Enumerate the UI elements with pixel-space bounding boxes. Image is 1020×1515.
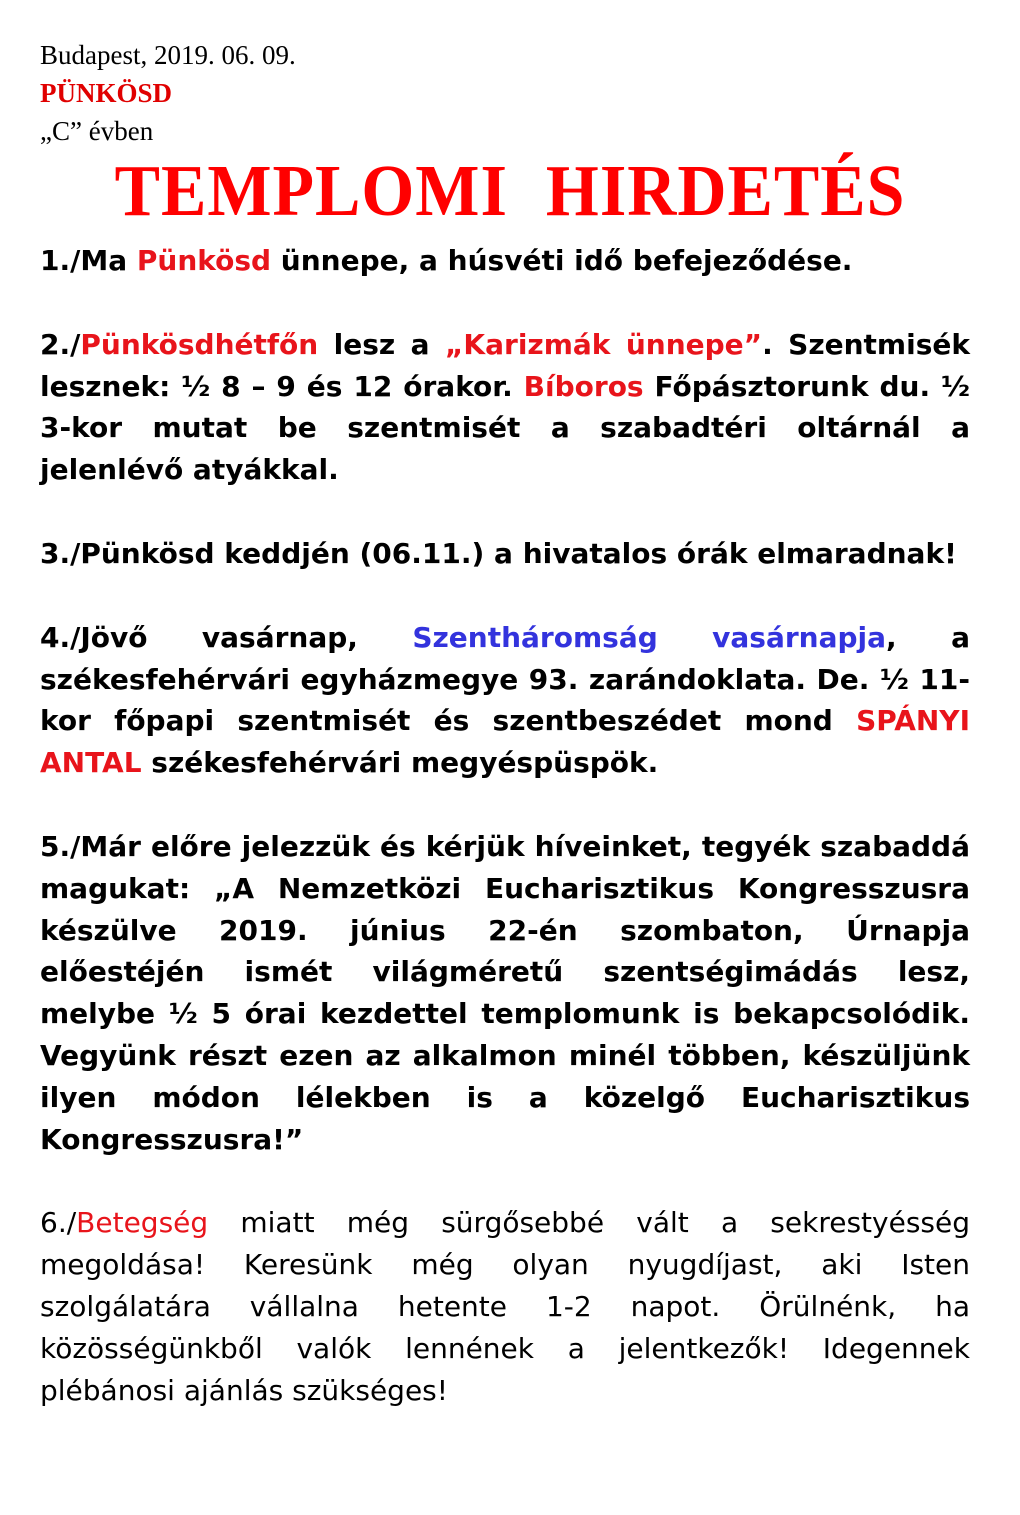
liturgical-year: „C” évben <box>40 116 154 146</box>
document-header <box>40 36 296 150</box>
announcement-5: 5./Már előre jelezzük és kérjük híveinket, tegyék szabaddá magukat: „A Nemzetközi Eucharisztikus Kongresszusra készülve 2019. június 22-én szombaton, Úrnapja előestéjén ismét világméretű szentségimádás lesz, melybe ½ 5 órai kezdettel templomunk is bekapcsolódik. Vegyünk részt ezen az alkalmon minél többen, készüljünk ilyen módon lélekben is a közelgő Eucharisztikus Kongresszusra!” <box>40 829 970 1156</box>
highlight-cardinal: Bíboros <box>523 369 644 403</box>
highlight-pentecost: Pünkösd <box>136 244 272 277</box>
place-date: Budapest, 2019. 06. 09. <box>40 40 296 70</box>
highlight-bishop-name: SPÁNYI ANTAL <box>40 704 970 780</box>
highlight-trinity-sunday: Szentháromság vasárnapja <box>412 620 887 654</box>
highlight-pentecost-monday: Pünkösdhétfőn <box>80 327 319 361</box>
announcement-1: 1./Ma Pünkösd ünnepe, a húsvéti idő befejeződése. <box>40 244 853 277</box>
announcement-4: 4./Jövő vasárnap, Szentháromság vasárnapja, a székesfehérvári egyházmegye 93. zarándoklata. De. ½ 11-kor főpapi szentmisét és szentbeszédet mond SPÁNYI ANTAL székesfehérvári megyéspüspök. <box>40 620 970 780</box>
page-title: TEMPLOMI HIRDETÉS <box>114 148 906 232</box>
announcement-3: 3./Pünkösd keddjén (06.11.) a hivatalos órák elmaradnak! <box>40 536 957 570</box>
announcements-list <box>40 240 970 1453</box>
announcement-2: 2./Pünkösdhétfőn lesz a „Karizmák ünnepe”. Szentmisék lesznek: ½ 8 – 9 és 12 órakor. Bíboros Főpásztorunk du. ½ 3-kor mutat be szentmisét a szabadtéri oltárnál a jelenlévő atyákkal. <box>40 327 970 487</box>
announcement-6: 6./Betegség miatt még sürgősebbé vált a sekrestyésség megoldása! Keresünk még olyan nyugdíjast, aki Isten szolgálatára vállalna hetente 1-2 napot. Örülnénk, ha közösségünkből valók lennének a jelentkezők! Idegennek plébánosi ajánlás szükséges! <box>40 1206 970 1407</box>
highlight-charisms-feast: „Karizmák ünnepe” <box>445 327 763 361</box>
highlight-illness: Betegség <box>76 1206 209 1240</box>
feast-name: PÜNKÖSD <box>40 78 173 108</box>
